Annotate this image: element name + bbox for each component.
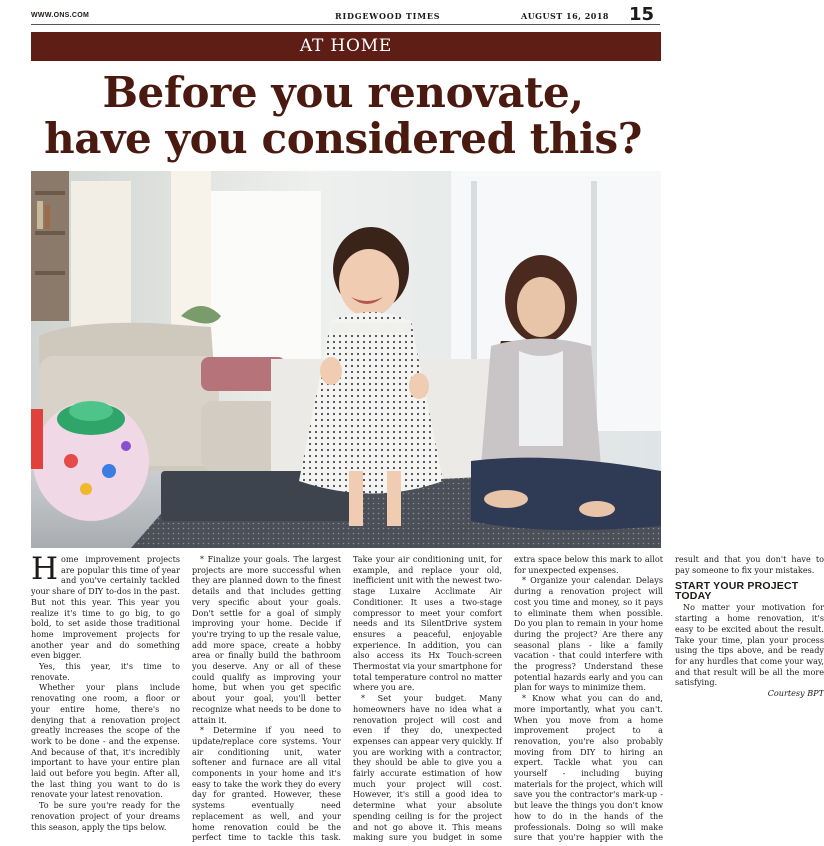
folio-date: AUGUST 16, 2018	[521, 11, 609, 21]
article-paragraph-5: * Determine if you need to update/replace core systems. Your air conditioning unit, water softener and furnace are all vital components in your home and it's easy to take the work they do every day for granted. However, these systems eventually need replacement as well, and your home renovation could be the perfect time to tackle this task. Take your air conditioning unit, for example, and replace your old, inefficient unit with the newest two-stage Luxaire Acclimate Air Conditioner. It uses a two-stage compressor to meet your comfort needs and its SilentDrive system ensures a peaceful, enjoyable experience. In addition, you can also access its Hx Touch-screen Thermostat via your smartphone for total temperature control no matter where you are.	[192, 554, 502, 843]
article-paragraph-4: * Finalize your goals. The largest projects are more successful when they are planned down to the finest details and that includes getting very specific about your goals. Don't settle for a goal of simply improving your home. Decide if you're trying to up the resale value, add more space, create a hobby area or finally build the bathroom you deserve. Any or all of these could qualify as improving your home, but when you get specific about your goal, you'll better recognize what needs to be done to attain it.	[192, 554, 341, 725]
page-folio	[31, 4, 654, 24]
headline	[20, 70, 666, 162]
article-photo	[31, 171, 661, 548]
article-paragraph-8: * Know what you can do and, more importantly, what you can't. When you move from a home improvement project to a renovation, you're also probably moving from DIY to hiring an expert. Tackle what you can yourself - including buying materials for the project, which will save you the contractor's mark-up - but leave the things you don't know how to do in the hands of the professionals. Doing so will make sure that you're happier with the result and that you don't have to pay someone to fix your mistakes.	[514, 554, 824, 843]
headline-line-1: Before you renovate,	[102, 68, 584, 117]
section-banner: AT HOME	[31, 32, 661, 61]
drop-cap: H	[31, 551, 59, 587]
article-credit: Courtesy BPT	[767, 688, 824, 699]
article-paragraph-2: Whether your plans include renovating one room, a floor or your entire home, there's no denying that a renovation project greatly increases the scope of the work to be done - and the expense. And because of that, it's incredibly important to have your entire plan laid out before you begin. After all, the last thing you want to do is renovate your latest renovation.	[31, 682, 180, 800]
folio-divider	[31, 24, 660, 25]
article-body	[31, 551, 824, 846]
article-paragraph-0-text: ome improvement projects are popular this time of year and you've certainly tackled your share of DIY to-dos in the past. But not this year. This year you realize it's time to go big, to go bold, to set aside those traditional home improvement projects for another year and do something even bigger.	[31, 554, 180, 661]
article-closing-paragraph: No matter your motivation for starting a home renovation, it's easy to be excited about the result. Take your time, plan your process using the tips above, and be ready for any hurdles that come your way, and that result will be all the more satisfying.	[675, 602, 824, 688]
page-number: 15	[628, 4, 654, 25]
article-subhead: START YOUR PROJECT TODAY	[675, 580, 799, 603]
article-paragraph-3: To be sure you're ready for the renovation project of your dreams this season, apply the tips below.	[31, 800, 180, 832]
article-paragraph-1: Yes, this year, it's time to renovate.	[31, 661, 180, 682]
headline-line-2: have you considered this?	[44, 114, 642, 163]
article-paragraph-0	[31, 551, 180, 661]
article-paragraph-6: * Set your budget. Many homeowners have no idea what a renovation project will cost and even if they do, unexpected expenses can appear very quickly. If you are working with a contractor, they should be able to give you a fairly accurate estimation of how much your project will cost. However, it's still a good idea to determine what your absolute spending ceiling is for the project and not go above it. This means making sure you budget in some extra space below this mark to allot for unexpected expenses.	[353, 554, 663, 843]
folio-paper-name: RIDGEWOOD TIMES	[335, 11, 441, 21]
folio-url: WWW.ONS.COM	[31, 12, 90, 19]
article-paragraph-7: * Organize your calendar. Delays during a renovation project will cost you time and money, so it pays to eliminate them when possible. Do you plan to remain in your home during the project? Are there any seasonal plans - like a family vacation - that could interfere with the progress? Understand these potential hazards early and you can plan for ways to minimize them.	[514, 575, 663, 693]
